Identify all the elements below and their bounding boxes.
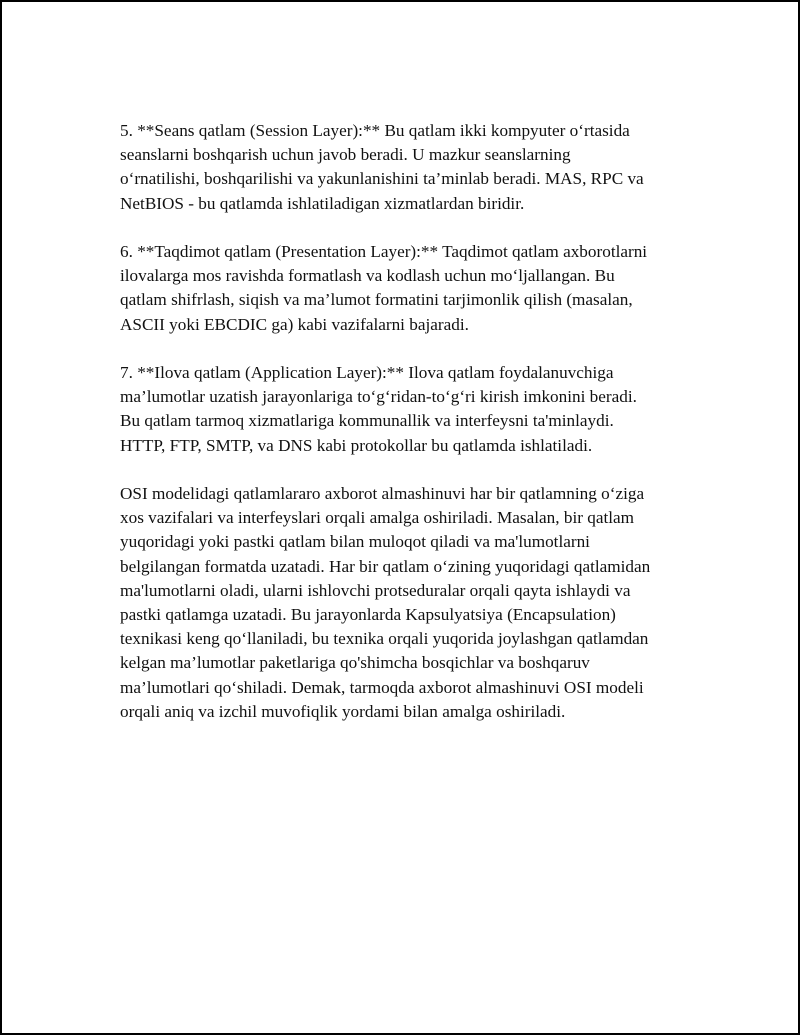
text-line: o‘rnatilishi, boshqarilishi va yakunlanishini ta’minlab beradi. MAS, RPC va: [120, 169, 644, 189]
text-line: NetBIOS - bu qatlamda ishlatiladigan xizmatlardan biridir.: [120, 193, 525, 213]
paragraph-osi-summary: [120, 482, 700, 724]
text-line: pastki qatlamga uzatadi. Bu jarayonlarda Kapsulyatsiya (Encapsulation): [120, 605, 616, 625]
text-line: yuqoridagi yoki pastki qatlam bilan muloqot qiladi va ma'lumotlarni: [120, 532, 590, 552]
text-line: qatlam shifrlash, siqish va ma’lumot formatini tarjimonlik qilish (masalan,: [120, 290, 633, 310]
paragraph-presentation-layer: [120, 240, 700, 337]
paragraph-application-layer: [120, 361, 700, 458]
text-line: 7. **Ilova qatlam (Application Layer):** Ilova qatlam foydalanuvchiga: [120, 363, 614, 382]
text-line: ma’lumotlar uzatish jarayonlariga to‘g‘ridan-to‘g‘ri kirish imkonini beradi.: [120, 387, 637, 407]
text-line: belgilangan formatda uzatadi. Har bir qatlam o‘zining yuqoridagi qatlamidan: [120, 556, 651, 576]
text-line: 6. **Taqdimot qatlam (Presentation Layer):** Taqdimot qatlam axborotlarni: [120, 242, 648, 261]
text-line: ma'lumotlarni oladi, ularni ishlovchi protseduralar orqali qayta ishlaydi va: [120, 580, 631, 600]
text-line: kelgan ma’lumotlar paketlariga qo'shimcha bosqichlar va boshqaruv: [120, 653, 590, 673]
text-line: texnikasi keng qo‘llaniladi, bu texnika orqali yuqorida joylashgan qatlamdan: [120, 629, 649, 649]
text-line: xos vazifalari va interfeyslari orqali amalga oshiriladi. Masalan, bir qatlam: [120, 508, 635, 528]
text-line: ilovalarga mos ravishda formatlash va kodlash uchun mo‘ljallangan. Bu: [120, 266, 615, 286]
text-line: ma’lumotlari qo‘shiladi. Demak, tarmoqda axborot almashinuvi OSI modeli: [120, 677, 644, 697]
paragraph-session-layer: [120, 119, 700, 216]
document-body: [120, 119, 700, 748]
text-line: orqali aniq va izchil muvofiqlik yordami bilan amalga oshiriladi.: [120, 701, 566, 721]
text-line: ASCII yoki EBCDIC ga) kabi vazifalarni bajaradi.: [120, 314, 469, 334]
text-line: Bu qatlam tarmoq xizmatlariga kommunallik va interfeysni ta'minlaydi.: [120, 411, 614, 431]
text-line: seanslarni boshqarish uchun javob beradi. U mazkur seanslarning: [120, 145, 571, 165]
text-line: 5. **Seans qatlam (Session Layer):** Bu qatlam ikki kompyuter o‘rtasida: [120, 121, 630, 140]
text-line: HTTP, FTP, SMTP, va DNS kabi protokollar bu qatlamda ishlatiladi.: [120, 435, 593, 455]
text-line: OSI modelidagi qatlamlararo axborot almashinuvi har bir qatlamning o‘ziga: [120, 484, 645, 503]
